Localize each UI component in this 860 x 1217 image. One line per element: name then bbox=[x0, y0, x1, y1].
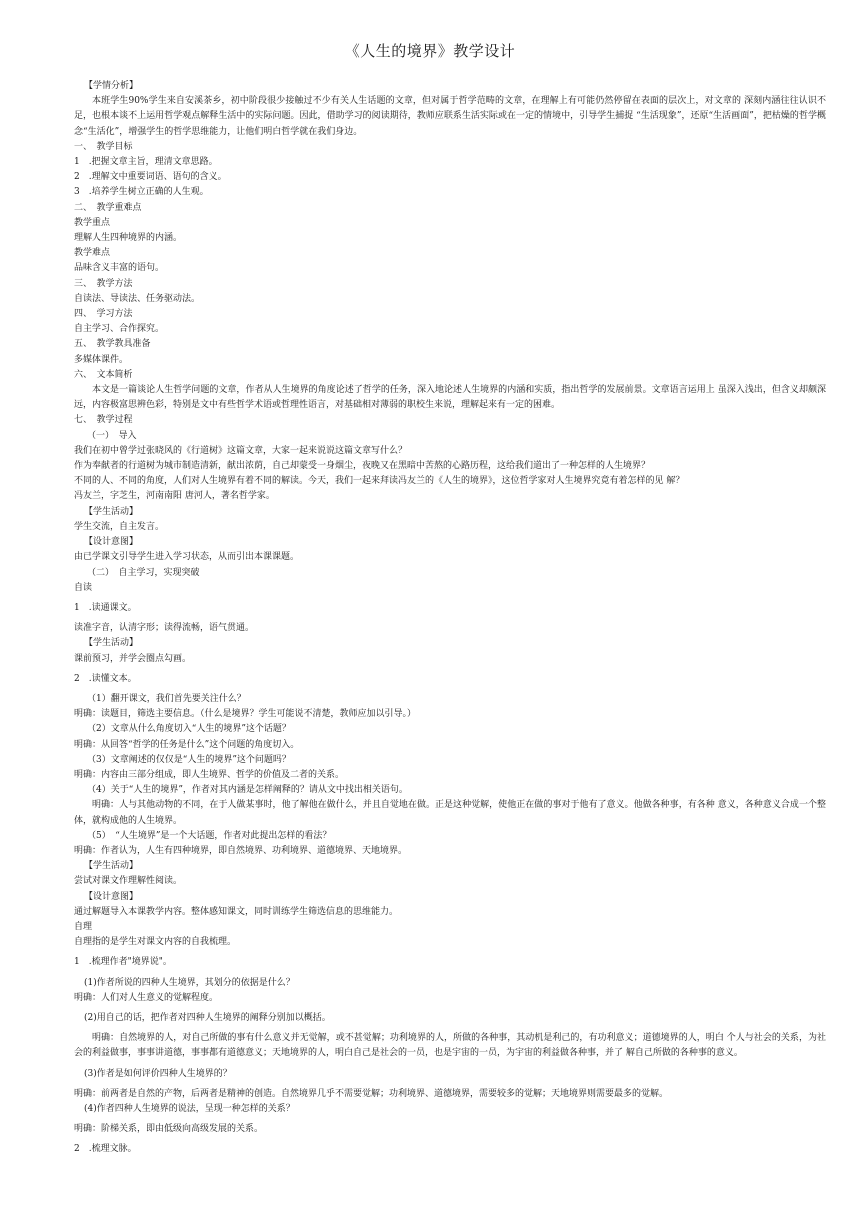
text-line: 三、 教学方法 bbox=[74, 278, 133, 289]
text-line: （1）翻开课文，我们首先要关注什么？ bbox=[87, 693, 246, 704]
text-line: （二） 自主学习，实现突破 bbox=[87, 567, 200, 578]
paragraph: 明确：人与其他动物的不同，在于人做某事时，他了解他在做什么，并且自觉地在做。正是这种觉解，使他正在做的事对于他有了意义。他做各种事，有各种 意义，各种意义合成一个整体，就构成他的人生境界。 bbox=[74, 800, 826, 826]
text-line: 一、 教学目标 bbox=[74, 141, 133, 152]
text-line: 明确：人们对人生意义的觉解程度。 bbox=[74, 992, 219, 1003]
text-line: 二、 教学重难点 bbox=[74, 202, 142, 213]
text-line: 五、 教学教具准备 bbox=[74, 339, 151, 350]
text-line: (1)作者所说的四种人生境界，其划分的依据是什么？ bbox=[84, 977, 295, 988]
text-line: 通过解题导入本课教学内容。整体感知课文，同时训练学生筛选信息的思维能力。 bbox=[74, 906, 399, 917]
text-line: 自理指的是学生对课文内容的自我梳理。 bbox=[74, 937, 237, 948]
text-line: 明确：读题目，筛选主要信息。（什么是境界？学生可能说不清楚，教师应加以引导。） bbox=[74, 709, 417, 720]
text-line: 3 .培养学生树立正确的人生观。 bbox=[74, 187, 209, 198]
text-line: 教学重点 bbox=[74, 217, 111, 228]
text-line: 2 .读懂文本。 bbox=[74, 673, 137, 684]
text-line: 2 .理解文中重要词语、语句的含义。 bbox=[74, 172, 227, 183]
paragraph: 本班学生90%学生来自安溪茶乡，初中阶段很少接触过不少有关人生话题的文章，但对属于哲学范畴的文章，在理解上有可能仍然停留在表面的层次上，对文章的 深刻内涵往往认识不足，也根本谈不上运用哲学观点解释生活中的实际问题。因此，借助学习的阅读期待，教师应联系生活实际或在一定的情境中，引导学生捕捉 “生活现象”，还原“生活画面”，把枯燥的哲学概念“生活化”，增强学生的哲学思维能力，让他们明白哲学就在我们身边。 bbox=[74, 96, 826, 137]
text-line: 冯友兰，字芝生，河南南阳 唐河人，著名哲学家。 bbox=[74, 491, 275, 502]
text-line: 【学生活动】 bbox=[84, 506, 139, 517]
text-line: （5） “人生境界”是一个大话题，作者对此提出怎样的看法？ bbox=[87, 830, 332, 841]
text-line: 2 .梳理文脉。 bbox=[74, 1144, 137, 1155]
text-line: 明确：内容由三部分组成，即人生境界、哲学的价值及二者的关系。 bbox=[74, 769, 345, 780]
text-line: 自理 bbox=[74, 921, 93, 932]
text-line: 自读 bbox=[74, 582, 93, 593]
text-line: （一） 导入 bbox=[87, 430, 137, 441]
text-line: 【设计意图】 bbox=[84, 537, 139, 548]
text-line: （3）文章阐述的仅仅是“人生的境界”这个问题吗？ bbox=[87, 754, 291, 765]
text-line: 【学生活动】 bbox=[84, 638, 139, 649]
paragraph: 明确：自然境界的人，对自己所做的事有什么意义并无觉解，或不甚觉解；功利境界的人，所做的各种事，其动机是利己的，有功利意义；道德境界的人，明白 个人与社会的关系，为社会的利益做事，事事讲道德，事事都有道德意义；天地境界的人，明白自己是社会的一员，也是宇宙的一员，为宇宙的利益做各种事，并了 解自己所做的各种事的意义。 bbox=[74, 1033, 826, 1059]
text-line: （2）文章从什么角度切入“人生的境界”这个话题？ bbox=[87, 724, 291, 735]
text-line: 教学难点 bbox=[74, 248, 111, 259]
text-line: 1 .梳理作者"境界说"。 bbox=[74, 957, 172, 968]
text-line: 【学情分析】 bbox=[84, 81, 139, 91]
text-line: 六、 文本简析 bbox=[74, 369, 133, 380]
text-line: 1 .读通课文。 bbox=[74, 602, 137, 613]
text-line: 自主学习、合作探究。 bbox=[74, 324, 165, 335]
document-body bbox=[74, 79, 826, 1158]
text-line: 品味含义丰富的语句。 bbox=[74, 263, 165, 274]
text-line: 作为奉献者的行道树为城市制造清新，献出浓荫，自己却蒙受一身烟尘，夜晚又在黑暗中苦熬的心路历程，这给我们道出了一种怎样的人生境界？ bbox=[74, 461, 651, 472]
text-line: 课前预习，并学会圈点勾画。 bbox=[74, 653, 192, 664]
text-line: 尝试对课文作理解性阅读。 bbox=[74, 876, 183, 887]
text-line: 读准字音，认清字形；读得流畅，语气贯通。 bbox=[74, 623, 255, 634]
text-line: 理解人生四种境界的内涵。 bbox=[74, 233, 183, 244]
text-line: 明确：作者认为，人生有四种境界，即自然境界、功利境界、道德境界、天地境界。 bbox=[74, 845, 408, 856]
text-line: 1 .把握文章主旨，理清文章思路。 bbox=[74, 157, 218, 168]
text-line: （4）关于“人生的境界”，作者对其内涵是怎样阐释的？请从文中找出相关语句。 bbox=[87, 785, 408, 796]
text-line: 【设计意图】 bbox=[84, 891, 139, 902]
text-line: 四、 学习方法 bbox=[74, 309, 133, 320]
paragraph: 本文是一篇谈论人生哲学问题的文章，作者从人生境界的角度论述了哲学的任务，深入地论述人生境界的内涵和实质，指出哲学的发展前景。文章语言运用上 虽深入浅出，但含义却颇深远，内容极富思辨色彩，特别是文中有些哲学术语或哲理性语言，对基础相对薄弱的职校生来说，理解起来有一定的困难。 bbox=[74, 385, 826, 411]
text-line: 【学生活动】 bbox=[84, 861, 139, 872]
text-line: 由已学课文引导学生进入学习状态，从而引出本课课题。 bbox=[74, 552, 300, 563]
text-line: 不同的人、不同的角度，人们对人生境界有着不同的解读。今天，我们一起来拜读冯友兰的《人生的境界》，这位哲学家对人生境界究竟有着怎样的见 解？ bbox=[74, 476, 685, 487]
text-line: 明确：阶梯关系，即由低级向高级发展的关系。 bbox=[74, 1124, 264, 1135]
text-line: 自读法、导读法、任务驱动法。 bbox=[74, 293, 201, 304]
text-line: 多媒体课件。 bbox=[74, 354, 129, 365]
text-line: (4)作者四种人生境界的说法，呈现一种怎样的关系？ bbox=[84, 1104, 295, 1114]
text-line: 明确：从回答“哲学的任务是什么”这个问题的角度切入。 bbox=[74, 739, 300, 750]
text-line: (2)用自己的话，把作者对四种人生境界的阐释分别加以概括。 bbox=[84, 1012, 331, 1023]
text-line: (3)作者是如何评价四种人生境界的？ bbox=[84, 1068, 232, 1079]
text-line: 七、 教学过程 bbox=[74, 415, 133, 426]
text-line: 学生交流，自主发言。 bbox=[74, 521, 165, 532]
text-line: 我们在初中曾学过张晓风的《行道树》这篇文章，大家一起来说说这篇文章写什么？ bbox=[74, 445, 408, 456]
text-line: 明确：前两者是自然的产物，后两者是精神的创造。自然境界几乎不需要觉解；功利境界、道德境界，需要较多的觉解；天地境界则需要最多的觉解。 bbox=[74, 1088, 669, 1099]
document-title: 《人生的境界》教学设计 bbox=[344, 42, 516, 60]
